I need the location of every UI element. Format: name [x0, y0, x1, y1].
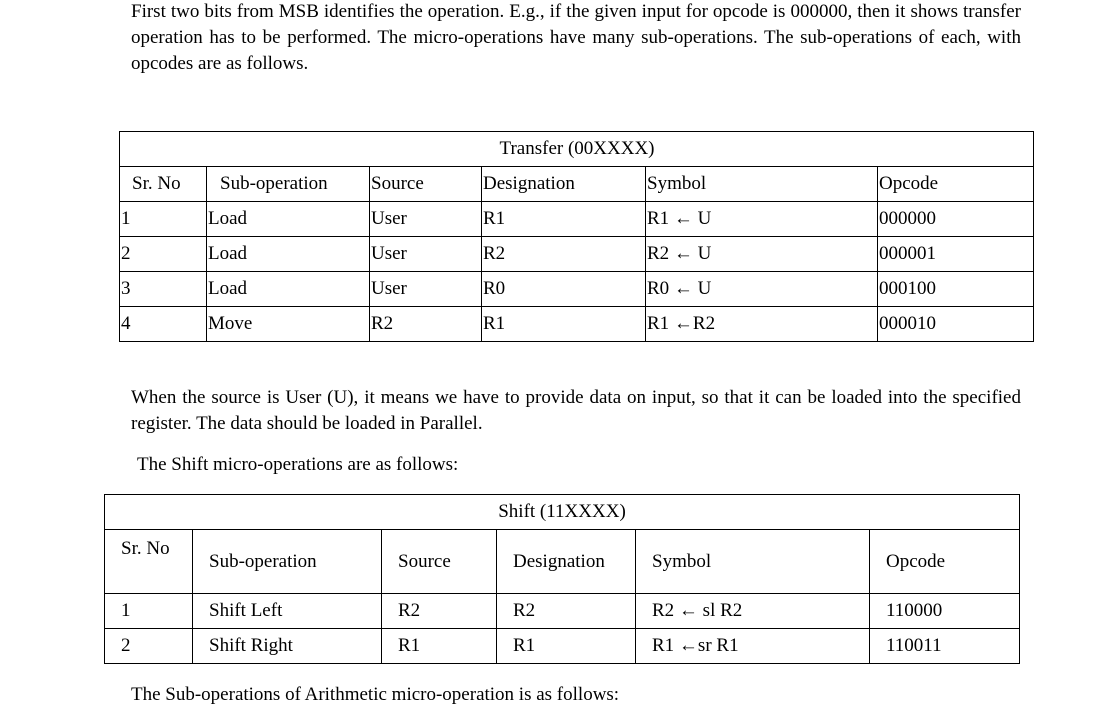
- shift-table-header-row: [105, 530, 1020, 594]
- cell-opcode: 110000: [870, 594, 1020, 629]
- cell-source: R2: [370, 307, 482, 342]
- cell-sr-no: 3: [120, 272, 207, 307]
- col-header-opcode: Opcode: [870, 530, 1020, 594]
- table-row: [120, 202, 1034, 237]
- cell-opcode: 000100: [878, 272, 1034, 307]
- cell-source: User: [370, 237, 482, 272]
- col-header-designation: Designation: [482, 167, 646, 202]
- cell-symbol: R1 ←sr R1: [636, 629, 870, 664]
- cell-sub-operation: Move: [207, 307, 370, 342]
- col-header-sub-operation: Sub-operation: [193, 530, 382, 594]
- arithmetic-intro-paragraph: The Sub-operations of Arithmetic micro-operation is as follows:: [131, 684, 620, 705]
- cell-source: R1: [382, 629, 497, 664]
- intro-paragraph: First two bits from MSB identifies the operation. E.g., if the given input for opcode is 000000, then it shows transfer operation has to be performed. The micro-operations have many sub-operations. The sub-operations of each, with opcodes are as follows.: [131, 1, 1021, 74]
- table-row: [105, 629, 1020, 664]
- user-source-paragraph: When the source is User (U), it means we have to provide data on input, so that it can be loaded into the specified register. The data should be loaded in Parallel.: [131, 387, 1021, 434]
- cell-sub-operation: Shift Left: [193, 594, 382, 629]
- cell-sub-operation: Load: [207, 202, 370, 237]
- table-row: [120, 237, 1034, 272]
- transfer-table-title: Transfer (00XXXX): [120, 132, 1034, 167]
- col-header-symbol: Symbol: [636, 530, 870, 594]
- cell-sr-no: 4: [120, 307, 207, 342]
- cell-symbol: R2 ← U: [646, 237, 878, 272]
- col-header-designation: Designation: [497, 530, 636, 594]
- col-header-source: Source: [370, 167, 482, 202]
- transfer-table-header-row: [120, 167, 1034, 202]
- cell-designation: R2: [497, 594, 636, 629]
- col-header-sr-no: Sr. No: [105, 530, 193, 594]
- col-header-sr-no: Sr. No: [120, 167, 207, 202]
- cell-symbol: R2 ← sl R2: [636, 594, 870, 629]
- cell-sr-no: 2: [120, 237, 207, 272]
- cell-opcode: 000001: [878, 237, 1034, 272]
- cell-source: User: [370, 202, 482, 237]
- cell-source: R2: [382, 594, 497, 629]
- cell-designation: R2: [482, 237, 646, 272]
- cell-sr-no: 1: [105, 594, 193, 629]
- table-row: [120, 272, 1034, 307]
- cell-sub-operation: Load: [207, 237, 370, 272]
- col-header-sub-operation: Sub-operation: [207, 167, 370, 202]
- cell-designation: R0: [482, 272, 646, 307]
- cell-symbol: R1 ← U: [646, 202, 878, 237]
- cell-designation: R1: [482, 202, 646, 237]
- transfer-table: [119, 131, 1034, 342]
- cell-sub-operation: Shift Right: [193, 629, 382, 664]
- cell-sub-operation: Load: [207, 272, 370, 307]
- col-header-symbol: Symbol: [646, 167, 878, 202]
- table-row: [120, 307, 1034, 342]
- col-header-opcode: Opcode: [878, 167, 1034, 202]
- cell-opcode: 000010: [878, 307, 1034, 342]
- cell-sr-no: 1: [120, 202, 207, 237]
- cell-designation: R1: [497, 629, 636, 664]
- col-header-source: Source: [382, 530, 497, 594]
- cell-source: User: [370, 272, 482, 307]
- shift-table-title: Shift (11XXXX): [105, 495, 1020, 530]
- cell-symbol: R1 ←R2: [646, 307, 878, 342]
- shift-intro-paragraph: The Shift micro-operations are as follows:: [137, 454, 459, 475]
- cell-designation: R1: [482, 307, 646, 342]
- shift-table: [104, 494, 1020, 664]
- table-row: [105, 594, 1020, 629]
- cell-symbol: R0 ← U: [646, 272, 878, 307]
- cell-opcode: 000000: [878, 202, 1034, 237]
- cell-opcode: 110011: [870, 629, 1020, 664]
- cell-sr-no: 2: [105, 629, 193, 664]
